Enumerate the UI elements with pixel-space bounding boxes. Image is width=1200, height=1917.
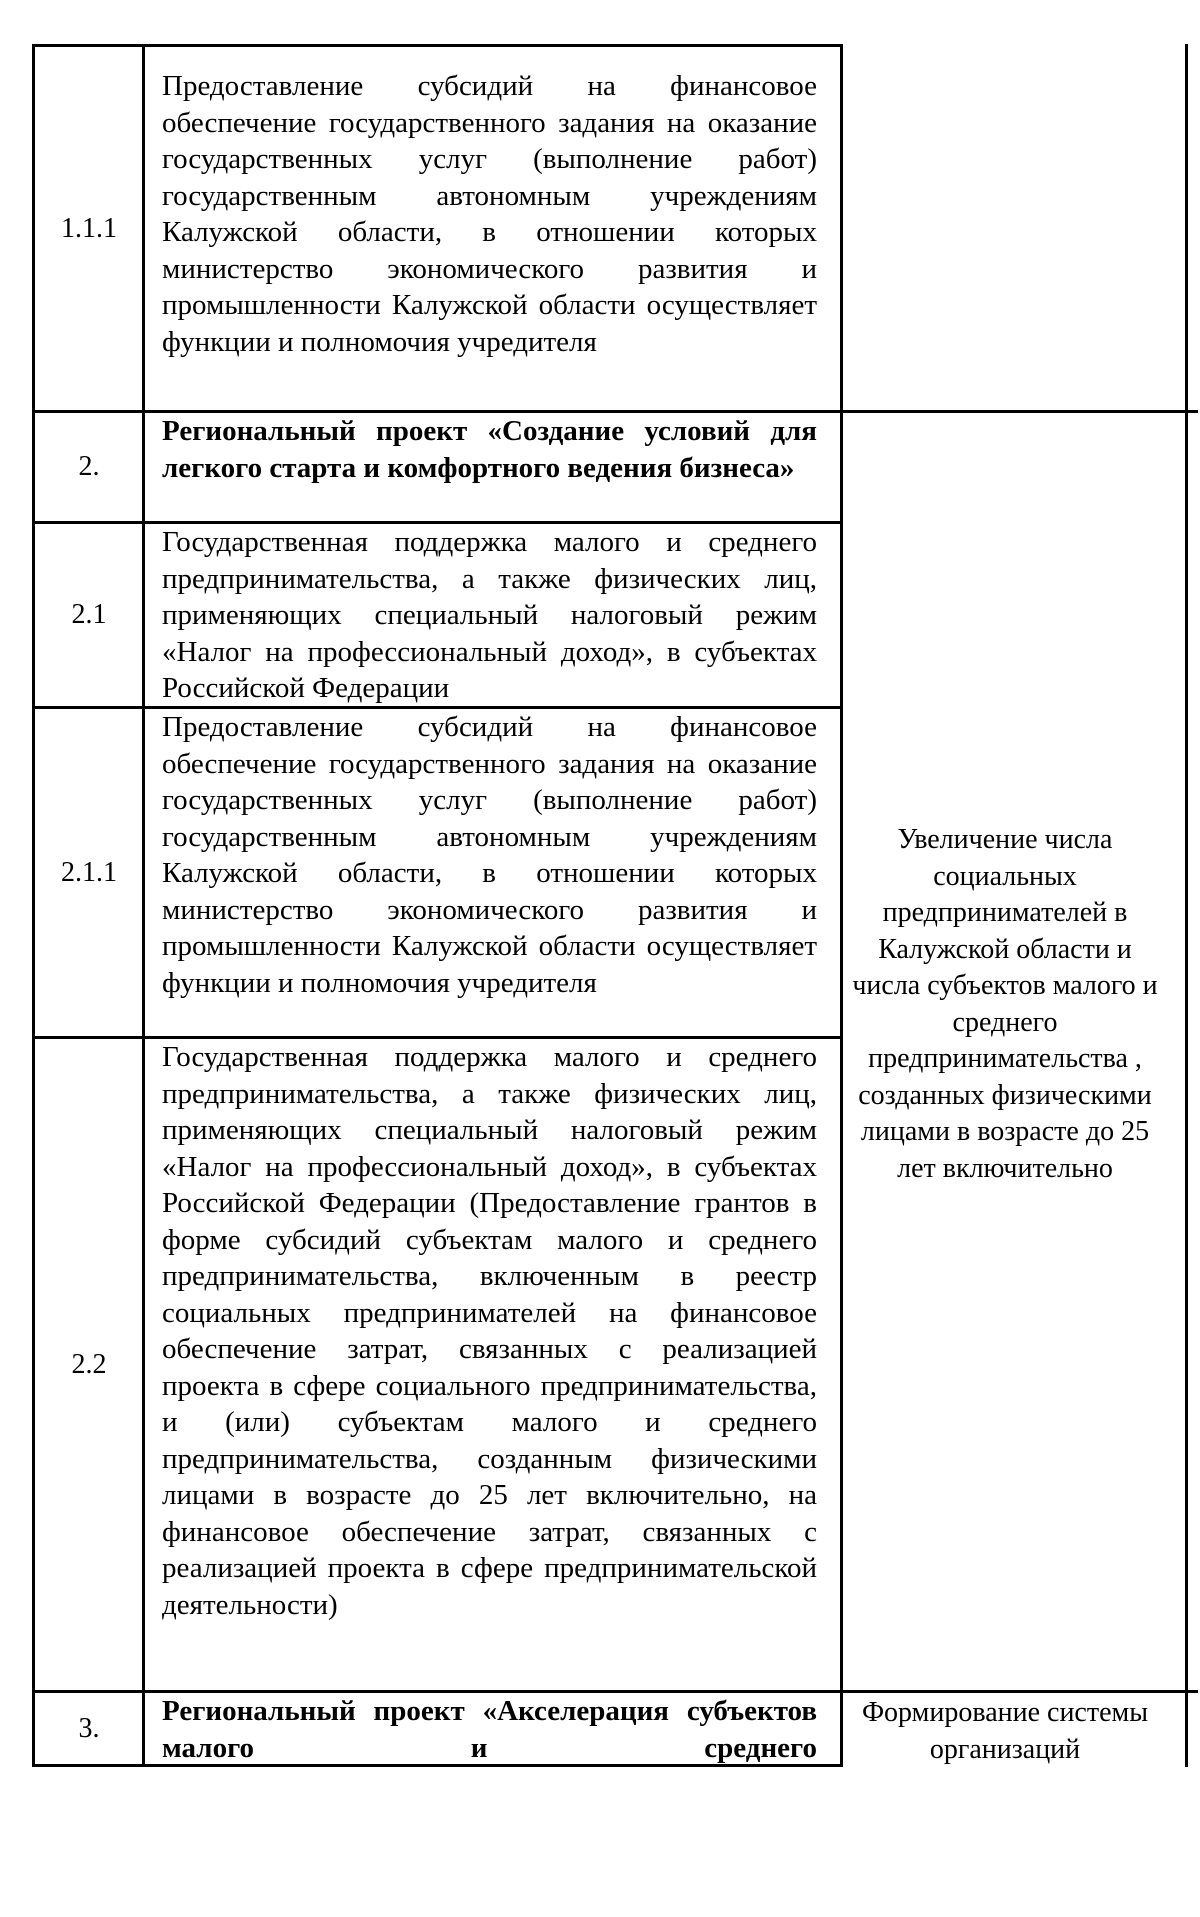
row-text: Государственная поддержка малого и среднего предпринимательства, а также физических лиц, применяющих специальный налоговый режим «Налог на профессиональный доход», в субъектах Российской Федерации (Предоставление грантов в форме субсидий субъектам малого и среднего предпринимательства, включенным в реестр социальных предпринимателей на финансовое обеспечение затрат, связанных с реализацией проекта в сфере социального предпринимательства, и (или) субъектам малого и среднего предпринимательства, созданным физическими лицами в возрасте до 25 лет включительно, на финансовое обеспечение затрат, связанных с реализацией проекта в сфере предпринимательской деятельности): [162, 1041, 817, 1621]
table-bottom-border: [32, 1764, 843, 1767]
table-top-border: [32, 44, 843, 47]
column-divider: [142, 44, 145, 1767]
project3-result: Формирование системы организаций: [861, 1697, 1149, 1765]
row-number: 3.: [78, 1712, 100, 1744]
row-number: 2.1: [71, 599, 107, 630]
row-text: Региональный проект «Акселерация субъектов малого и среднего: [162, 1695, 817, 1764]
row-number: 2.: [78, 451, 100, 482]
column-divider: [840, 44, 843, 1767]
row-number: 2.1.1: [61, 856, 117, 888]
row-number: 1.1.1: [61, 212, 117, 244]
row-text: Региональный проект «Создание условий для легкого старта и комфортного ведения бизнеса»: [162, 415, 817, 484]
row-text: Государственная поддержка малого и среднего предпринимательства, а также физических лиц, применяющих специальный налоговый режим «Налог на профессиональный доход», в субъектах Российской Федерации: [162, 526, 817, 704]
row-text: Предоставление субсидий на финансовое обеспечение государственного задания на оказание государственных услуг (выполнение работ) государственным автономным учреждениям Калужской области, в отношении которых министерство экономического развития и промышленности Калужской области осуществляет функции и полномочия учредителя: [162, 711, 817, 999]
table-left-border: [32, 44, 35, 1767]
row-text: Предоставление субсидий на финансовое обеспечение государственного задания на оказание государственных услуг (выполнение работ) государственным автономным учреждениям Калужской области, в отношении которых министерство экономического развития и промышленности Калужской области осуществляет функции и полномочия учредителя: [162, 70, 817, 358]
project2-result: Увеличение числа социальных предпринимателей в Калужской области и числа субъектов малого и среднего предпринимательства , созданных физическими лицами в возрасте до 25 лет включительно: [852, 824, 1158, 1184]
row-number: 2.2: [71, 1348, 107, 1380]
column-divider: [1185, 44, 1188, 1767]
